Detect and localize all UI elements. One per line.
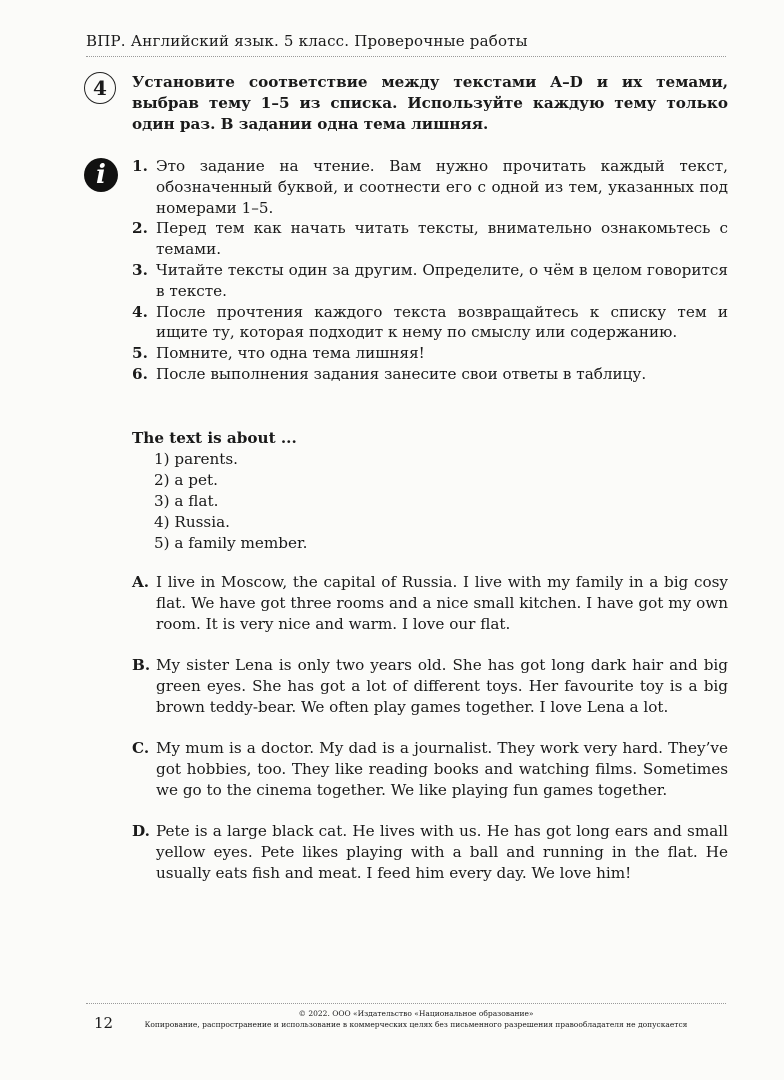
copyright-line: © 2022. ООО «Издательство «Национальное образование»	[298, 1009, 534, 1018]
page-number: 12	[94, 1014, 114, 1032]
step-text: Перед тем как начать читать тексты, внимательно ознакомьтесь с темами.	[156, 219, 728, 259]
copyright-notice: Копирование, распространение и использование в коммерческих целях без письменного разрешения правообладателя не допускается	[144, 1020, 688, 1029]
step-text: Читайте тексты один за другим. Определите, о чём в целом говорится в тексте.	[156, 260, 728, 300]
instruction-step	[132, 218, 728, 260]
step-text: Это задание на чтение. Вам нужно прочитать каждый текст, обозначенный буквой, и соотнести его с одной из тем, указанных под номерами 1–5.	[156, 157, 728, 217]
step-number: 6.	[132, 364, 148, 383]
step-number: 1.	[132, 157, 148, 175]
step-number: 4.	[132, 302, 148, 321]
reading-texts	[132, 572, 728, 904]
topics-list	[132, 428, 307, 554]
topic-item: 3) a flat.	[154, 492, 219, 510]
step-text: После выполнения задания занесите свои ответы в таблицу.	[156, 364, 647, 383]
topic-item: 5) a family member.	[154, 534, 308, 552]
text-body: My mum is a doctor. My dad is a journalist. They work very hard. They’ve got hobbies, too. They like reading books and watching films. Sometimes we go to the cinema together. We like playing fun games together.	[156, 739, 728, 799]
page-header: ВПР. Английский язык. 5 класс. Проверочные работы	[86, 32, 726, 57]
topic-item: 2) a pet.	[154, 471, 218, 489]
step-number: 3.	[132, 260, 148, 279]
step-number: 2.	[132, 219, 148, 238]
topic-item: 1) parents.	[154, 450, 238, 468]
step-text: После прочтения каждого текста возвращайтесь к списку тем и ищите ту, которая подходит к нему по смыслу или содержанию.	[156, 302, 728, 342]
text-c	[132, 738, 728, 801]
text-b	[132, 655, 728, 718]
instruction-step	[132, 364, 728, 385]
topics-heading: The text is about ...	[132, 429, 297, 447]
page-footer	[86, 1003, 726, 1030]
text-letter: B.	[132, 656, 151, 674]
info-block	[84, 156, 728, 385]
instruction-steps	[132, 156, 728, 385]
step-text: Помните, что одна тема лишняя!	[156, 344, 425, 363]
info-icon: i	[84, 158, 118, 192]
text-body: I live in Moscow, the capital of Russia. I live with my family in a big cosy flat. We have got three rooms and a nice small kitchen. I have got my own room. It is very nice and warm. I love our flat.	[156, 573, 728, 633]
instruction-step	[132, 343, 728, 364]
step-number: 5.	[132, 344, 148, 363]
text-body: My sister Lena is only two years old. She has got long dark hair and big green eyes. She has got a lot of different toys. Her favourite toy is a big brown teddy-bear. We often play games together. I love Lena a lot.	[156, 656, 728, 716]
text-letter: C.	[132, 739, 150, 757]
text-letter: A.	[132, 573, 150, 591]
instruction-step	[132, 156, 728, 218]
text-body: Pete is a large black cat. He lives with us. He has got long ears and small yellow eyes. Pete likes playing with a ball and running in the flat. He usually eats fish and meat. I feed him every day. We love him!	[156, 822, 728, 882]
task-number-badge: 4	[84, 72, 116, 104]
task-block	[84, 72, 728, 135]
instruction-step	[132, 302, 728, 344]
text-d	[132, 821, 728, 884]
topic-item: 4) Russia.	[154, 513, 230, 531]
text-a	[132, 572, 728, 635]
task-instruction: Установите соответствие между текстами A–D и их темами, выбрав тему 1–5 из списка. Используйте каждую тему только один раз. В задании одна тема лишняя.	[132, 73, 728, 133]
instruction-step	[132, 260, 728, 302]
text-letter: D.	[132, 822, 150, 840]
